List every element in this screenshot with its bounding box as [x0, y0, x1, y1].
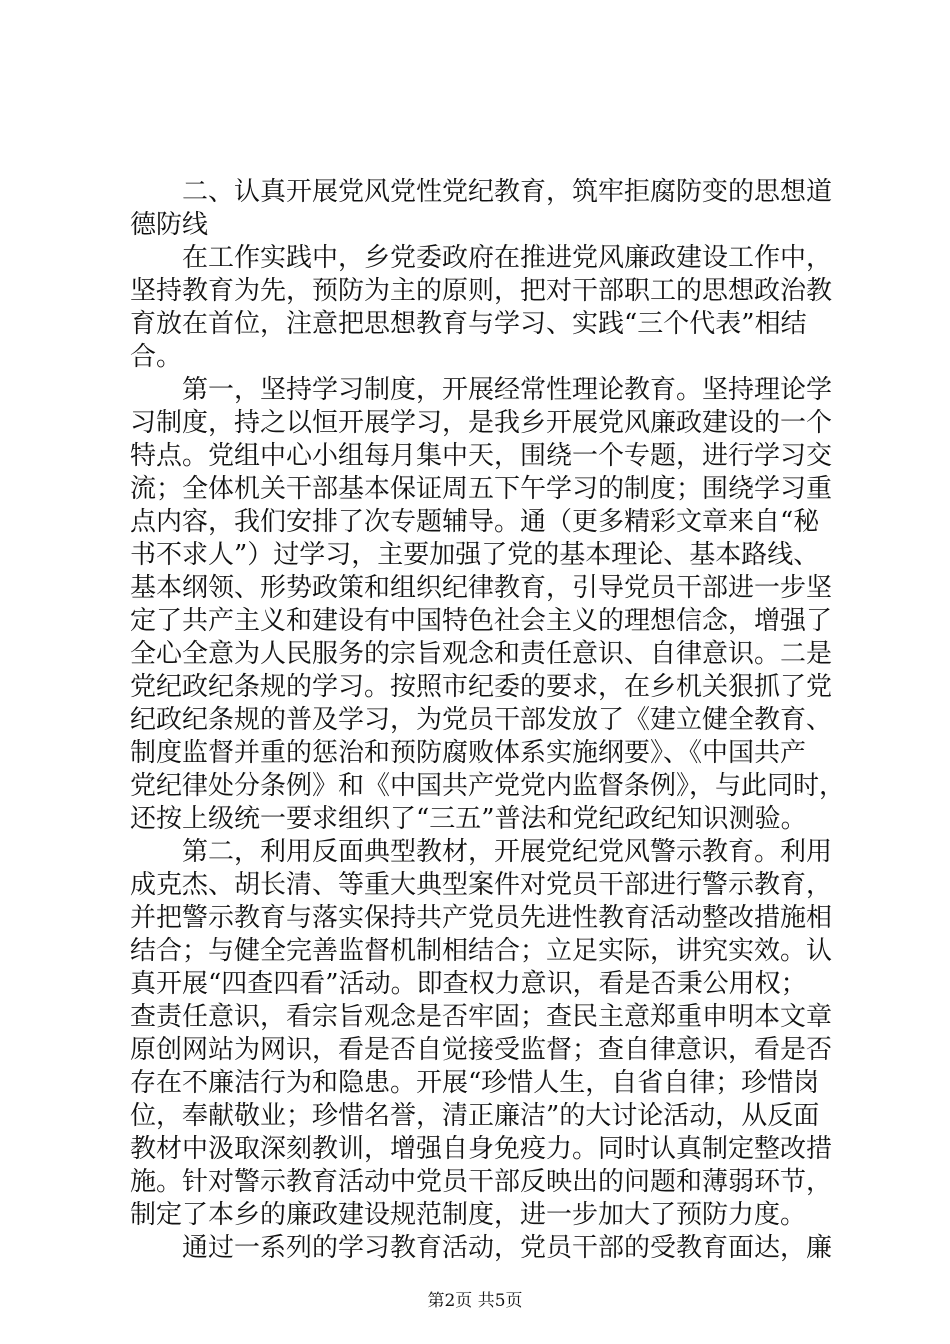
paragraph-line: 流；全体机关干部基本保证周五下午学习的制度；围绕学习重	[130, 474, 833, 504]
paragraph-line: 第一，坚持学习制度，开展经常性理论教育。坚持理论学	[182, 375, 833, 405]
paragraph-line: 坚持教育为先，预防为主的原则，把对干部职工的思想政治教	[130, 276, 833, 306]
paragraph-line: 全心全意为人民服务的宗旨观念和责任意识、自律意识。二是	[130, 639, 833, 669]
paragraph-line: 制定了本乡的廉政建设规范制度，进一步加大了预防力度。	[130, 1200, 807, 1230]
heading-line-2: 德防线	[130, 210, 209, 240]
paragraph-line: 书不求人”）过学习，主要加强了党的基本理论、基本路线、	[130, 540, 820, 570]
paragraph-line: 育放在首位，注意把思想教育与学习、实践“三个代表”相结	[130, 309, 807, 339]
paragraph-line: 党纪政纪条规的学习。按照市纪委的要求，在乡机关狠抓了党	[130, 672, 833, 702]
paragraph-line: 习制度，持之以恒开展学习，是我乡开展党风廉政建设的一个	[130, 408, 833, 438]
paragraph-line: 通过一系列的学习教育活动，党员干部的受教育面达，廉	[182, 1233, 833, 1263]
paragraph-line: 结合；与健全完善监督机制相结合；立足实际，讲究实效。认	[130, 936, 833, 966]
paragraph-line: 定了共产主义和建设有中国特色社会主义的理想信念，增强了	[130, 606, 833, 636]
paragraph-line: 特点。党组中心小组每月集中天，围绕一个专题，进行学习交	[130, 441, 833, 471]
paragraph-line: 原创网站为网识，看是否自觉接受监督；查自律意识，看是否	[130, 1035, 833, 1065]
paragraph-line: 施。针对警示教育活动中党员干部反映出的问题和薄弱环节，	[130, 1167, 833, 1197]
paragraph-line: 位，奉献敬业；珍惜名誉，清正廉洁”的大讨论活动，从反面	[130, 1101, 820, 1131]
paragraph-line: 并把警示教育与落实保持共产党员先进性教育活动整改措施相	[130, 903, 833, 933]
page-footer: 第2页 共5页	[427, 1291, 523, 1311]
paragraph-line: 查责任意识，看宗旨观念是否牢固；查民主意郑重申明本文章	[130, 1002, 833, 1032]
paragraph-line: 存在不廉洁行为和隐患。开展“珍惜人生，自省自律；珍惜岗	[130, 1068, 820, 1098]
paragraph-line: 点内容，我们安排了次专题辅导。通（更多精彩文章来自“秘	[130, 507, 820, 537]
paragraph-line: 基本纲领、形势政策和组织纪律教育，引导党员干部进一步坚	[130, 573, 833, 603]
paragraph-line: 制度监督并重的惩治和预防腐败体系实施纲要》、《中国共产	[130, 738, 807, 768]
heading-line-1: 二、认真开展党风党性党纪教育，筑牢拒腐防变的思想道	[182, 177, 833, 207]
paragraph-line: 还按上级统一要求组织了“三五”普法和党纪政纪知识测验。	[130, 804, 807, 834]
paragraph-line: 合。	[130, 342, 183, 372]
paragraph-line: 第二，利用反面典型教材，开展党纪党风警示教育。利用	[182, 837, 833, 867]
paragraph-line: 成克杰、胡长清、等重大典型案件对党员干部进行警示教育，	[130, 870, 833, 900]
paragraph-line: 在工作实践中，乡党委政府在推进党风廉政建设工作中，	[182, 243, 833, 273]
paragraph-line: 真开展“四查四看”活动。即查权力意识，看是否秉公用权；	[130, 969, 807, 999]
paragraph-line: 党纪律处分条例》和《中国共产党党内监督条例》，与此同时，	[130, 771, 846, 801]
paragraph-line: 纪政纪条规的普及学习，为党员干部发放了《建立健全教育、	[130, 705, 833, 735]
paragraph-line: 教材中汲取深刻教训，增强自身免疫力。同时认真制定整改措	[130, 1134, 833, 1164]
